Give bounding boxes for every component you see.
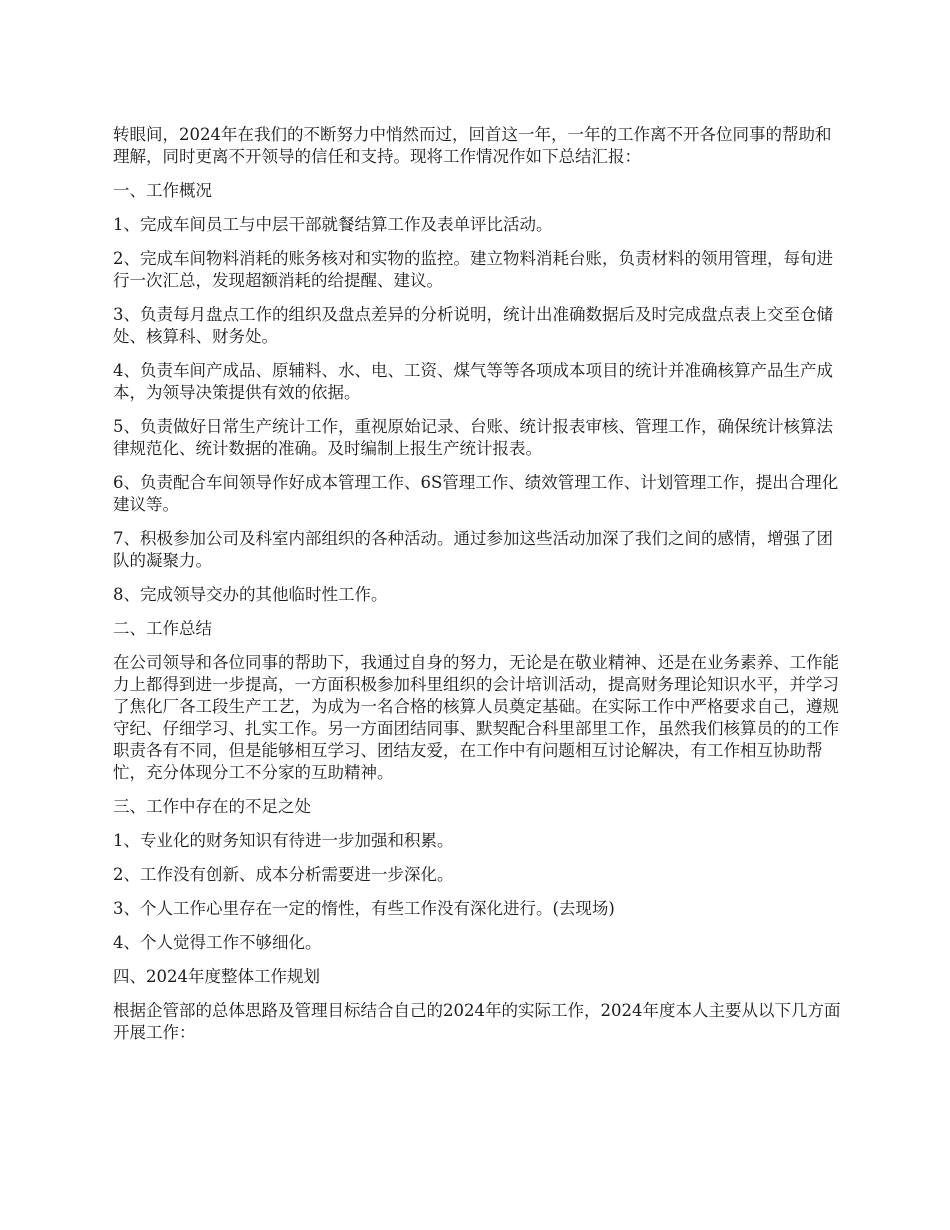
section-heading-overview: 一、工作概况 xyxy=(113,181,212,200)
overview-item-7: 7、积极参加公司及科室内部组织的各种活动。通过参加这些活动加深了我们之间的感情，增强了团队的凝聚力。 xyxy=(113,529,833,570)
shortcoming-item-2: 2、工作没有创新、成本分析需要进一步深化。 xyxy=(113,865,454,884)
section-heading-plan: 四、2024年度整体工作规划 xyxy=(113,967,320,986)
summary-paragraph: 在公司领导和各位同事的帮助下，我通过自身的努力，无论是在敬业精神、还是在业务素养、工作能力上都得到进一步提高，一方面积极参加科里组织的会计培训活动，提高财务理论知识水平，并学习了焦化厂各工段生产工艺，为成为一名合格的核算人员奠定基础。在实际工作中严格要求自己，遵规守纪、仔细学习、扎实工作。另一方面团结同事、默契配合科里部里工作，虽然我们核算员的的工作职责各有不同，但是能够相互学习、团结友爱，在工作中有问题相互讨论解决，有工作相互协助帮忙，充分体现分工不分家的互助精神。 xyxy=(113,653,839,782)
intro-paragraph: 转眼间，2024年在我们的不断努力中悄然而过，回首这一年，一年的工作离不开各位同事的帮助和理解，同时更离不开领导的信任和支持。现将工作情况作如下总结汇报： xyxy=(113,125,832,166)
shortcoming-item-1: 1、专业化的财务知识有待进一步加强和积累。 xyxy=(113,831,454,850)
plan-paragraph: 根据企管部的总体思路及管理目标结合自己的2024年的实际工作，2024年度本人主要从以下几方面开展工作： xyxy=(113,1001,841,1042)
shortcoming-item-3: 3、个人工作心里存在一定的惰性，有些工作没有深化进行。(去现场) xyxy=(113,899,615,918)
shortcoming-item-4: 4、个人觉得工作不够细化。 xyxy=(113,933,322,952)
overview-item-5: 5、负责做好日常生产统计工作，重视原始记录、台账、统计报表审核、管理工作，确保统计核算法律规范化、统计数据的准确。及时编制上报生产统计报表。 xyxy=(113,417,833,458)
overview-item-6: 6、负责配合车间领导作好成本管理工作、6S管理工作、绩效管理工作、计划管理工作，提出合理化建议等。 xyxy=(113,473,839,514)
overview-item-1: 1、完成车间员工与中层干部就餐结算工作及表单评比活动。 xyxy=(113,215,553,234)
overview-item-8: 8、完成领导交办的其他临时性工作。 xyxy=(113,585,388,604)
overview-item-4: 4、负责车间产成品、原辅料、水、电、工资、煤气等等各项成本项目的统计并准确核算产品生产成本，为领导决策提供有效的依据。 xyxy=(113,361,833,402)
document-body xyxy=(113,124,843,1056)
section-heading-summary: 二、工作总结 xyxy=(113,619,212,638)
section-heading-shortcomings: 三、工作中存在的不足之处 xyxy=(113,797,311,816)
overview-item-2: 2、完成车间物料消耗的账务核对和实物的监控。建立物料消耗台账，负责材料的领用管理，每旬进行一次汇总，发现超额消耗的给提醒、建议。 xyxy=(113,249,833,290)
overview-item-3: 3、负责每月盘点工作的组织及盘点差异的分析说明，统计出准确数据后及时完成盘点表上交至仓储处、核算科、财务处。 xyxy=(113,305,833,346)
